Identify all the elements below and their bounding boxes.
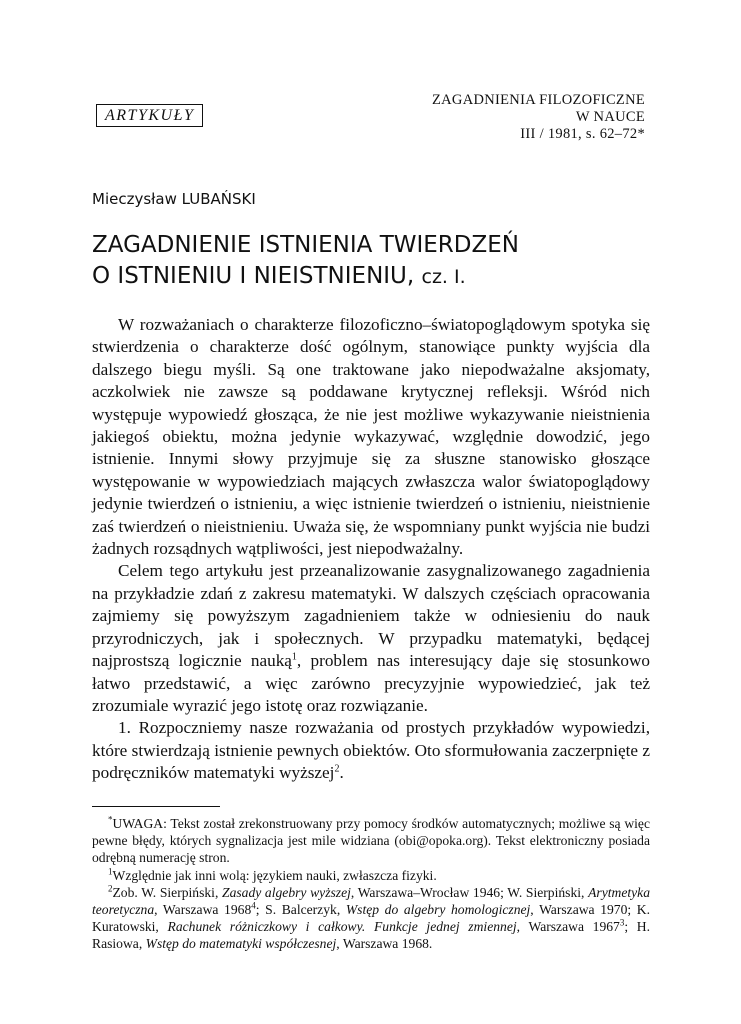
fn2-text: , Warszawa 1967 — [516, 919, 620, 935]
fn2-text: , Warszawa–Wrocław 1946; W. Sierpiński, — [350, 884, 589, 900]
footnote-1-mark: 1 — [108, 866, 113, 877]
footnote-2-mark: 2 — [108, 883, 113, 894]
footnote-divider — [92, 806, 220, 807]
section-label: ARTYKUŁY — [96, 104, 203, 127]
author-name: Mieczysław LUBAŃSKI — [92, 190, 256, 208]
fn2-text: Zob. W. Sierpiński, — [112, 884, 223, 900]
paragraph-3-text-b: . — [339, 763, 344, 783]
fn2-book-title: Zasady algebry wyższej — [222, 884, 351, 900]
fn2-book-title: Wstęp do matematyki współczesnej — [145, 936, 337, 952]
paragraph-2 — [92, 560, 650, 717]
journal-volume-pages: III / 1981, s. 62–72* — [520, 126, 645, 142]
paragraph-3 — [92, 717, 650, 784]
fn2-book-title: Wstęp do algebry homologicznej — [345, 902, 531, 918]
footnote-1-text: Względnie jak inni wolą: językiem nauki, zwłaszcza fizyki. — [112, 867, 437, 883]
fn2-edition-mark: 3 — [619, 917, 625, 928]
title-line-2: O ISTNIENIU I NIEISTNIENIU, — [92, 263, 415, 289]
fn2-book-title: Rachunek różniczkowy i całkowy. Funkcje jednej zmiennej — [167, 919, 517, 935]
title-line-1: ZAGADNIENIE ISTNIENIA TWIERDZEŃ — [92, 232, 519, 258]
footnote-2 — [92, 884, 650, 953]
footnote-star-mark: * — [108, 814, 113, 825]
journal-name-line1: ZAGADNIENIA FILOZOFICZNE — [432, 92, 645, 108]
footnote-1 — [92, 867, 650, 884]
fn2-book-title: Arytmetyka teoretyczna — [92, 884, 650, 918]
fn2-text: , Warszawa 1970; K. Kuratowski, — [92, 902, 650, 935]
footnote-star-text: UWAGA: Tekst został zrekonstruowany przy pomocy środków automatycznych; możliwe są więc pewne błędy, których sygnalizacja jest mile widziana (obi@opoka.org). Tekst elektroniczny posiada odrębną numerację stron. — [92, 816, 650, 866]
footnotes — [92, 815, 650, 953]
footnote-ref-1: 1 — [291, 651, 297, 663]
journal-name-line2: W NAUCE — [575, 109, 645, 125]
fn2-text: ; H. Rasiowa, — [92, 919, 651, 952]
title-part: cz. I. — [421, 266, 466, 288]
paragraph-2-text-b: , problem nas interesujący daje się stosunkowo łatwo przedstawić, a więc zarówno precyzyjnie wypowiedzieć, jak też zrozumiale wyrazić jego istotę oraz rozwiązanie. — [92, 651, 650, 715]
footnote-ref-2: 2 — [334, 763, 340, 775]
paragraph-1: W rozważaniach o charakterze filozoficzno–światopoglądowym spotyka się stwierdzenia o charakterze dość ogólnym, stanowiące punkty wyjścia dla dalszego biegu myśli. Są one traktowane jako niepodważalne aksjomaty, aczkolwiek nie zawsze są poddawane krytycznej refleksji. Wśród nich występuje wypowiedź głosząca, że nie jest możliwe wykazywanie nieistnienia jakiegoś obiektu, można jedynie wykazywać, względnie dowodzić, jego istnienie. Innymi słowy przyjmuje się za słuszne stanowisko głoszące występowanie w wypowiedziach mających zwłaszcza walor światopoglądowy jedynie twierdzeń o istnieniu, a więc istnienie twierdzeń o istnieniu, nieistnienie zaś twierdzeń o nieistnieniu. Uważa się, że wspomniany punkt wyjścia nie budzi żadnych rozsądnych wątpliwości, jest niepodważalny. — [92, 315, 650, 559]
fn2-text: ; S. Balcerzyk, — [255, 902, 346, 918]
article-body — [92, 314, 650, 785]
footnote-star — [92, 815, 650, 867]
journal-info — [432, 92, 645, 143]
article-title — [92, 230, 652, 293]
fn2-text: , Warszawa 1968. — [336, 936, 433, 952]
fn2-text: , Warszawa 1968 — [154, 902, 252, 918]
paragraph-2-text-a: Celem tego artykułu jest przeanalizowanie zasygnalizowanego zagadnienia na przykładzie zdań z zakresu matematyki. W dalszych częściach opracowania zajmiemy się powyższym zagadnieniem także w odniesieniu do nauk przyrodniczych, jak i społecznych. W przypadku matematyki, będącej najprostszą logicznie nauką — [92, 561, 650, 671]
paragraph-3-text-a: 1. Rozpoczniemy nasze rozważania od prostych przykładów wypowiedzi, które stwierdzają istnienie pewnych obiektów. Oto sformułowania zaczerpnięte z podręczników matematyki wyższej — [92, 718, 650, 783]
fn2-edition-mark: 4 — [251, 900, 256, 911]
